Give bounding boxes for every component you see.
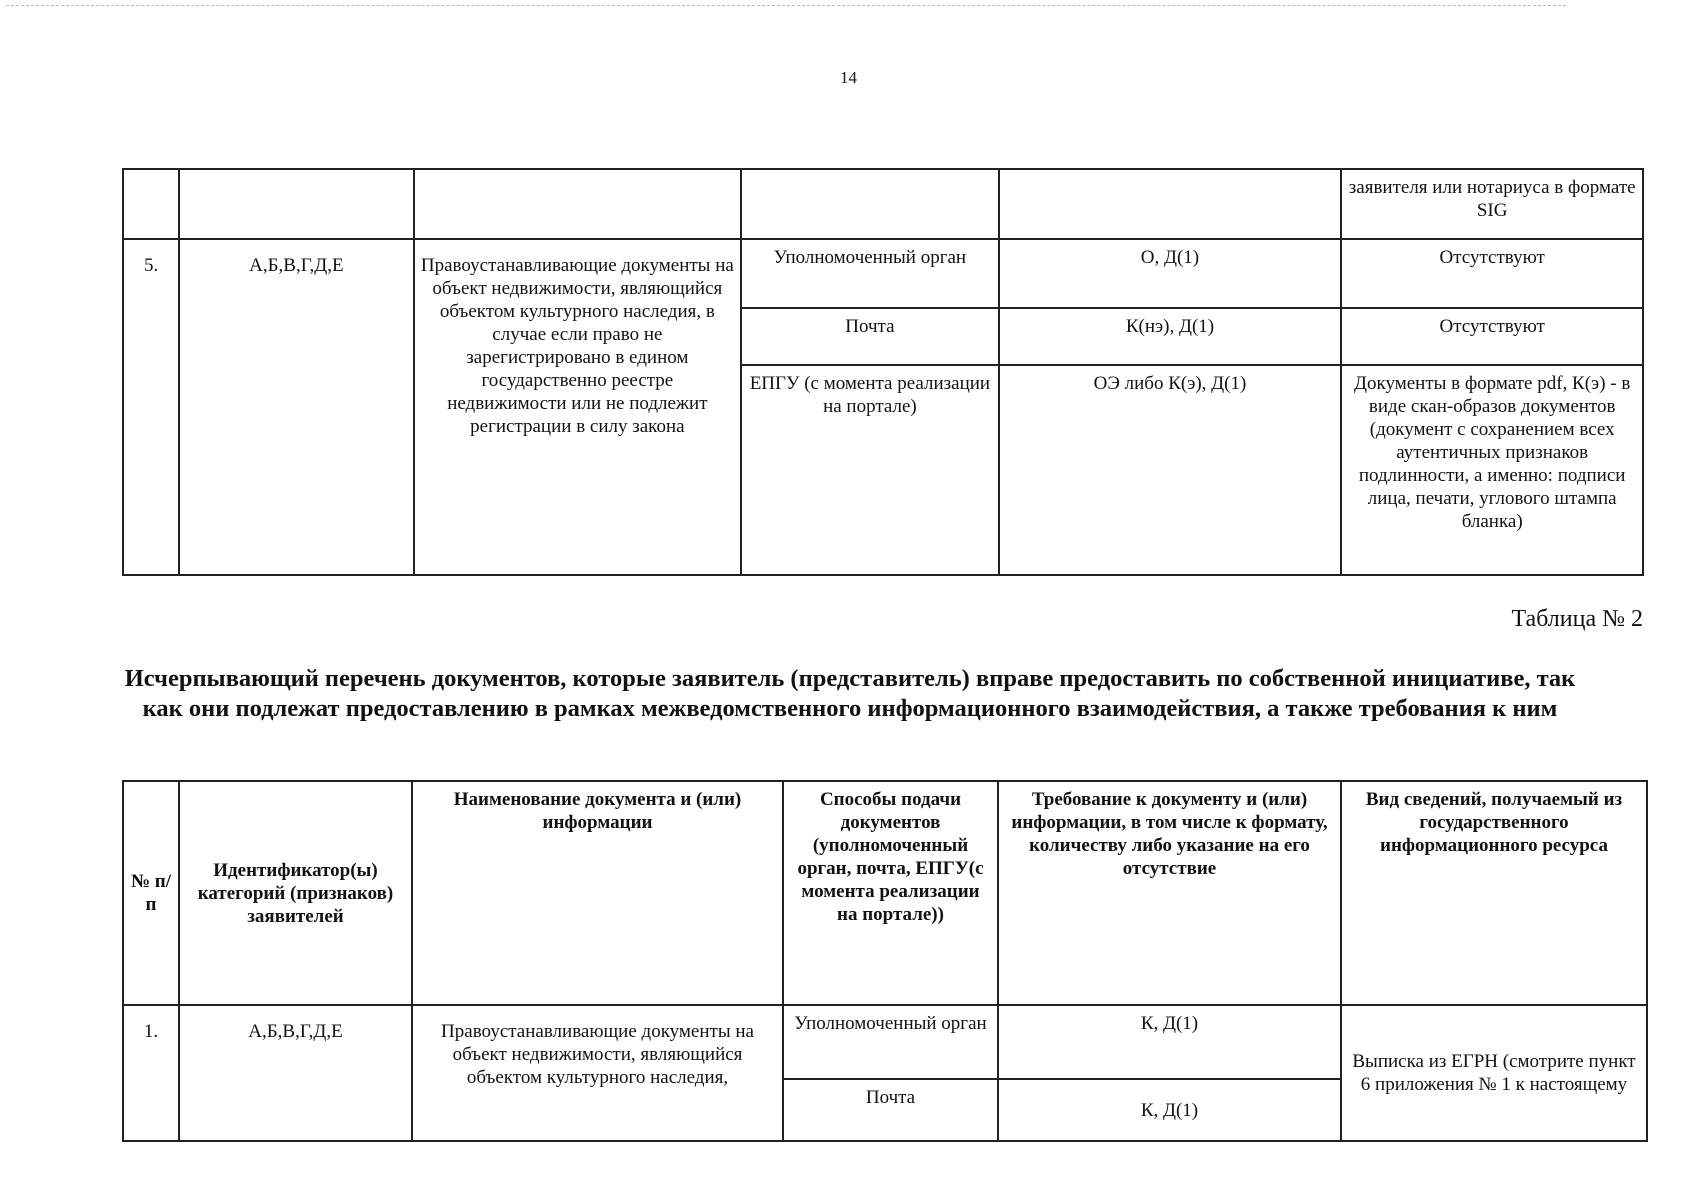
cell-requirement	[999, 169, 1342, 239]
cell-requirement: О, Д(1)	[999, 239, 1342, 308]
header-categories: Идентификатор(ы) категорий (признаков) заявителей	[179, 781, 412, 1005]
table-1-continuation	[122, 168, 1644, 576]
cell-num: 5.	[123, 239, 179, 575]
table-2-label: Таблица № 2	[1511, 606, 1643, 632]
cell-method: Уполномоченный орган	[741, 239, 998, 308]
cell-method: ЕПГУ (с момента реализации на портале)	[741, 365, 998, 575]
table-row-continuation	[123, 169, 1643, 239]
table-header-row	[123, 781, 1647, 1005]
cell-requirement: К(нэ), Д(1)	[999, 308, 1342, 365]
header-num: № п/п	[123, 781, 179, 1005]
cell-requirement: ОЭ либо К(э), Д(1)	[999, 365, 1342, 575]
cell-format: Документы в формате pdf, К(э) - в виде скан-образов документов (документ с сохранением всех аутентичных признаков подлинности, а именно: подписи лица, печати, углового штампа бланка)	[1341, 365, 1643, 575]
header-document: Наименование документа и (или) информации	[412, 781, 783, 1005]
table-2-heading: Исчерпывающий перечень документов, которые заявитель (представитель) вправе предоставить по собственной инициативе, так как они подлежат предоставлению в рамках межведомственного информационного взаимодействия, а также требования к ним	[124, 665, 1576, 722]
cell-format: Отсутствуют	[1341, 239, 1643, 308]
header-methods: Способы подачи документов (уполномоченный орган, почта, ЕПГУ(с момента реализации на портале))	[783, 781, 998, 1005]
cell-requirement: К, Д(1)	[998, 1005, 1341, 1079]
cell-method: Почта	[741, 308, 998, 365]
cell-document	[414, 169, 742, 239]
cell-document: Правоустанавливающие документы на объект недвижимости, являющийся объектом культурного наследия,	[412, 1005, 783, 1141]
cell-document: Правоустанавливающие документы на объект недвижимости, являющийся объектом культурного наследия, в случае если право не зарегистрировано в едином государственно реестре недвижимости или не подлежит регистрации в силу закона	[414, 239, 742, 575]
table-row	[123, 239, 1643, 308]
cell-categories: А,Б,В,Г,Д,Е	[179, 239, 413, 575]
scan-artifact-line	[6, 5, 1566, 6]
cell-num	[123, 169, 179, 239]
cell-requirement: К, Д(1)	[998, 1079, 1341, 1141]
cell-source: Выписка из ЕГРН (смотрите пункт 6 приложения № 1 к настоящему	[1341, 1005, 1647, 1141]
cell-method	[741, 169, 998, 239]
cell-method: Уполномоченный орган	[783, 1005, 998, 1079]
cell-categories	[179, 169, 413, 239]
cell-method: Почта	[783, 1079, 998, 1141]
page-number: 14	[840, 68, 857, 87]
table-2	[122, 780, 1648, 1142]
table-row	[123, 1005, 1647, 1079]
cell-format: Отсутствуют	[1341, 308, 1643, 365]
header-requirement: Требование к документу и (или) информации, в том числе к формату, количеству либо указание на его отсутствие	[998, 781, 1341, 1005]
cell-format: заявителя или нотариуса в формате SIG	[1341, 169, 1643, 239]
header-source: Вид сведений, получаемый из государственного информационного ресурса	[1341, 781, 1647, 1005]
cell-num: 1.	[123, 1005, 179, 1141]
cell-categories: А,Б,В,Г,Д,Е	[179, 1005, 412, 1141]
